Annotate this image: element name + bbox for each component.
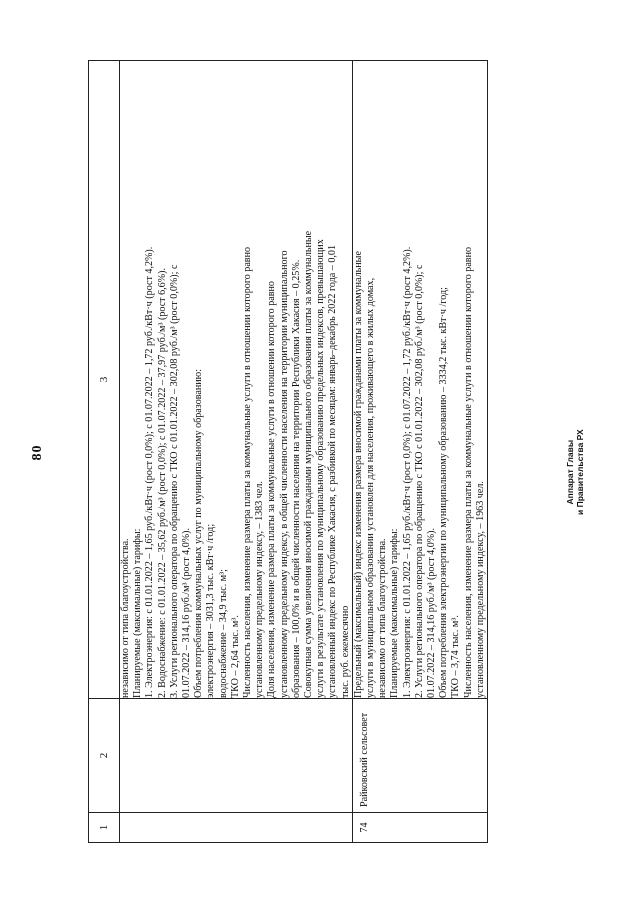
text-line: тыс. руб. ежемесячно — [339, 605, 351, 698]
text-line: Объем потребления электроэнергии по муниципальному образованию – 3334,2 тыс. кВт·ч /год; — [438, 287, 450, 698]
header-col-2: 2 — [89, 699, 120, 813]
municipality-name — [120, 699, 353, 813]
text-line: Численность населения, изменение размера платы за коммунальные услуги в отношении которого равно — [462, 246, 474, 698]
table-header-row — [89, 61, 120, 843]
text-line: Численность населения, изменение размера платы за коммунальные услуги в отношении которого равно — [242, 246, 254, 698]
tariff-table — [88, 60, 488, 843]
text-line: 01.07.2022 – 314,16 руб./м³ (рост 4,0%). — [426, 527, 438, 698]
text-line: Совокупная сумма увеличения вносимой гражданами муниципального образования платы за коммунальные — [303, 230, 315, 698]
text-line: водоснабжение – 34,9 тыс. м³; — [217, 569, 229, 698]
row-number — [120, 813, 353, 843]
text-line: 3. Услуги регионального оператора по обращению с ТКО с 01.01.2022 – 302,08 руб./м³ (рост 0,0%); с — [168, 264, 180, 698]
text-line: образования – 100,0% и в общей численности населения на территории Республики Хакасия – 0,25%. — [290, 259, 302, 698]
table-row-continuation — [120, 61, 353, 843]
row-description — [120, 61, 353, 699]
stamp-line-2: и Правительства РХ — [575, 429, 585, 515]
text-line: 1. Электроэнергия: с 01.01.2022 – 1,65 руб./кВт·ч (рост 0,0%); с 01.07.2022 – 1,72 руб./кВт·ч (рост 4,2%). — [401, 246, 413, 698]
text-line: Доля населения, изменение размера платы за коммунальные услуги в отношении которого равно — [266, 281, 278, 698]
text-line: 2. Водоснабжение: с 01.01.2022 – 35,62 руб./м³ (рост 0,0%); с 01.07.2022 – 37,97 руб./м³ (рост 6,6%). — [156, 267, 168, 698]
text-line: ТКО – 3,74 тыс. м³. — [450, 615, 462, 698]
text-line: Объем потребления коммунальных услуг по муниципальному образованию: — [193, 368, 205, 698]
text-line: услуги в муниципальном образовании установлен для населения, проживающего в жилых домах, — [365, 277, 377, 698]
text-line: независимо от типа благоустройства. — [377, 538, 389, 698]
text-line: Планируемые (максимальные) тарифы: — [132, 528, 144, 698]
row-description — [352, 61, 487, 699]
stamp-line-1: Аппарат Главы — [565, 439, 575, 505]
text-line: независимо от типа благоустройства. — [120, 538, 131, 698]
table-row-74 — [352, 61, 487, 843]
text-line: Планируемые (максимальные) тарифы: — [389, 528, 401, 698]
row-number: 74 — [352, 813, 487, 843]
text-line: установленному предельному индексу, – 1963 чел. — [474, 481, 486, 698]
text-line: электроэнергия – 3031,3 тыс. кВт·ч /год; — [205, 523, 217, 698]
text-line: 01.07.2022 – 314,16 руб./м³ (рост 4,0%). — [181, 527, 193, 698]
text-line: услуги в результате установления по муниципальному образованию предельных индексов, превышающих — [315, 239, 327, 698]
text-line: ТКО – 2,64 тыс. м³. — [229, 615, 241, 698]
municipality-name: Райковский сельсовет — [352, 699, 487, 813]
text-line: установленный индекс по Республике Хакасия, с разбивкой по месяцам: январь–декабрь 2022 года – 0,01 — [327, 245, 339, 698]
text-line: Предельный (максимальный) индекс изменения размера вносимой гражданами платы за коммунальные — [352, 251, 364, 698]
text-line: установленному предельному индексу, в общей численности населения на территории муниципального — [278, 250, 290, 698]
header-col-3: 3 — [89, 61, 120, 699]
header-col-1: 1 — [89, 813, 120, 843]
office-stamp — [565, 429, 585, 515]
text-line: 2. Услуги регионального оператора по обращению с ТКО с 01.01.2022 – 302,08 руб./м³ (рост 0,0%); с — [413, 264, 425, 698]
text-line: установленному предельному индексу, – 1383 чел. — [254, 481, 266, 698]
page-number: 80 — [30, 444, 45, 461]
text-line: 1. Электроэнергия: с 01.01.2022 – 1,65 руб./кВт·ч (рост 0,0%); с 01.07.2022 – 1,72 руб./кВт·ч (рост 4,2%). — [144, 246, 156, 698]
